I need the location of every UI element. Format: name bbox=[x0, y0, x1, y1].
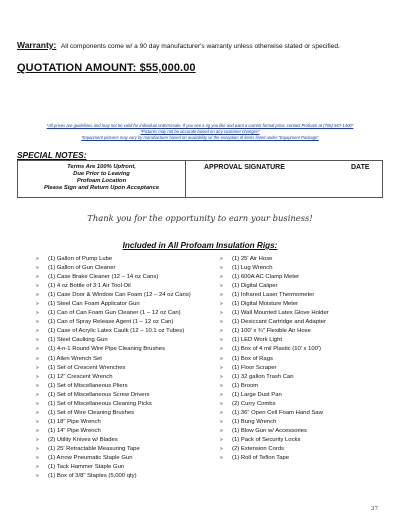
list-item bbox=[36, 318, 191, 327]
list-item-text: (1) Set of Miscellaneous Screw Drivers bbox=[48, 391, 150, 398]
list-item-text: (1) Case of Acrylic Latex Caulk (12 – 10.1 oz Tubes) bbox=[48, 328, 185, 335]
bullet-icon: » bbox=[220, 455, 223, 462]
list-item bbox=[36, 400, 191, 409]
list-item-text: (1) Set of Miscellaneous Cleaning Picks bbox=[48, 400, 152, 407]
list-item bbox=[36, 300, 191, 309]
bullet-icon: » bbox=[220, 301, 223, 308]
bullet-icon: » bbox=[36, 373, 39, 380]
list-item bbox=[220, 436, 329, 445]
list-item bbox=[36, 345, 191, 354]
list-item-text: (1) Set of Wire Cleaning Brushes bbox=[48, 409, 135, 416]
list-item bbox=[220, 300, 329, 309]
list-item-text: (2) Curry Combs bbox=[232, 400, 276, 407]
list-item-text: (1) Large Dust Pan bbox=[232, 391, 282, 398]
bullet-icon: » bbox=[36, 328, 39, 335]
list-item bbox=[36, 427, 191, 436]
bullet-icon: » bbox=[220, 292, 223, 299]
list-item-text: (1) Steel Can Foam Applicator Gun bbox=[48, 301, 140, 308]
list-item-text: (1) Infrared Laser Thermometer bbox=[232, 292, 315, 299]
bullet-icon: » bbox=[36, 274, 39, 281]
list-item bbox=[36, 436, 191, 445]
list-item-text: (1) Can of Spray Release Agent (1 – 12 oz Can) bbox=[48, 319, 174, 326]
list-item bbox=[220, 309, 329, 318]
bullet-icon: » bbox=[220, 373, 223, 380]
list-item bbox=[220, 373, 329, 382]
quotation-amount: QUOTATION AMOUNT: $55,000.00 bbox=[17, 62, 196, 74]
list-item bbox=[36, 273, 191, 282]
bullet-icon: » bbox=[36, 256, 39, 262]
list-item bbox=[220, 273, 329, 282]
list-item bbox=[220, 355, 329, 364]
terms-line: Profoam Location bbox=[76, 178, 127, 184]
list-item-text: (1) Bung Wrench bbox=[232, 418, 277, 425]
bullet-icon: » bbox=[36, 310, 39, 317]
list-item-text: (1) Blow Gun w/ Accessories bbox=[232, 427, 307, 434]
list-item-text: (1) 12" Crescent Wrench bbox=[48, 373, 113, 380]
list-item bbox=[220, 454, 329, 463]
bullet-icon: » bbox=[220, 319, 223, 326]
list-item-text: (1) Desiccant Cartridge and Adapter bbox=[232, 319, 326, 326]
bullet-icon: » bbox=[36, 455, 39, 462]
list-item-text: (1) Digital Moisture Meter bbox=[232, 301, 299, 308]
terms-line: Terms Are 100% Upfront, bbox=[67, 164, 136, 170]
list-item-text: (1) Digital Caliper bbox=[232, 283, 278, 290]
page-number: 37 bbox=[371, 506, 378, 512]
list-item-text: (1) Box of 4 mil Plastic (10' x 100') bbox=[232, 346, 322, 353]
bullet-icon: » bbox=[36, 337, 39, 344]
bullet-icon: » bbox=[36, 382, 39, 389]
bullet-icon: » bbox=[220, 436, 223, 443]
list-item-text: (1) 32 gallon Trash Can bbox=[232, 373, 294, 380]
list-item bbox=[36, 355, 191, 364]
special-notes-terms bbox=[18, 161, 186, 197]
bullet-icon: » bbox=[36, 445, 39, 452]
list-item-text: (1) Can of Can Foam Gun Cleaner (1 – 12 oz Can) bbox=[48, 310, 181, 317]
bullet-icon: » bbox=[36, 418, 39, 425]
list-item bbox=[36, 291, 191, 300]
list-item bbox=[36, 309, 191, 318]
list-item bbox=[36, 445, 191, 454]
bullet-icon: » bbox=[220, 283, 223, 290]
list-item bbox=[36, 391, 191, 400]
list-item bbox=[36, 463, 191, 472]
list-item bbox=[220, 291, 329, 300]
list-item-text: (1) Set of Miscellaneous Pliers bbox=[48, 382, 128, 389]
list-item bbox=[36, 327, 191, 336]
bullet-icon: » bbox=[36, 301, 39, 308]
approval-signature-field: APPROVAL SIGNATURE bbox=[204, 164, 285, 171]
list-item-text: (1) Wall Mounted Latex Glove Holder bbox=[232, 310, 329, 317]
list-item bbox=[220, 345, 329, 354]
bullet-icon: » bbox=[36, 292, 39, 299]
bullet-icon: » bbox=[220, 256, 223, 262]
bullet-icon: » bbox=[220, 265, 223, 272]
fine-print-equipment: *Equipment pictures may vary by manufacturer based on availability w/ the exception of items listed under "Equipment Package" bbox=[81, 135, 319, 140]
fine-print-prices: *All prices are guidelines and may not be valid for individual order/resale. If you see a rig you like and want a current formal price, contact Profoam at (706) 567-1400* bbox=[46, 123, 354, 128]
list-item bbox=[220, 364, 329, 373]
list-item-text: (1) Floor Scraper bbox=[232, 364, 277, 371]
list-item-text: (1) Gallon of Gun Cleaner bbox=[48, 265, 116, 272]
list-item bbox=[220, 382, 329, 391]
bullet-icon: » bbox=[36, 319, 39, 326]
bullet-icon: » bbox=[220, 427, 223, 434]
list-item bbox=[220, 409, 329, 418]
special-notes-box bbox=[17, 160, 383, 198]
date-field: DATE bbox=[351, 164, 370, 171]
bullet-icon: » bbox=[220, 382, 223, 389]
bullet-icon: » bbox=[220, 337, 223, 344]
list-item bbox=[36, 336, 191, 345]
list-item-text: (1) Roll of Teflon Tape bbox=[232, 455, 290, 462]
list-item bbox=[220, 427, 329, 436]
bullet-icon: » bbox=[36, 473, 39, 480]
bullet-icon: » bbox=[36, 364, 39, 371]
bullet-icon: » bbox=[36, 436, 39, 443]
bullet-icon: » bbox=[36, 391, 39, 398]
list-item bbox=[220, 282, 329, 291]
bullet-icon: » bbox=[36, 464, 39, 471]
bullet-icon: » bbox=[220, 328, 223, 335]
bullet-icon: » bbox=[36, 400, 39, 407]
warranty-label: Warranty: bbox=[17, 40, 57, 50]
warranty-line bbox=[17, 40, 340, 50]
list-item-text: (1) Case Door & Window Can Foam (12 – 24 oz Cans) bbox=[48, 292, 191, 299]
bullet-icon: » bbox=[220, 364, 223, 371]
bullet-icon: » bbox=[220, 310, 223, 317]
list-item bbox=[36, 373, 191, 382]
list-item-text: (1) Case Brake Cleaner (12 – 14 oz Cans) bbox=[48, 274, 159, 281]
list-item bbox=[220, 264, 329, 273]
list-item bbox=[220, 255, 329, 264]
list-item-text: (2) Extension Cords bbox=[232, 445, 285, 452]
list-item-text: (1) Tack Hammer Staple Gun bbox=[48, 464, 125, 471]
list-item bbox=[36, 454, 191, 463]
bullet-icon: » bbox=[220, 409, 223, 416]
warranty-text: All components come w/ a 90 day manufacturer's warranty unless otherwise stated or specified. bbox=[60, 43, 340, 50]
list-item bbox=[220, 318, 329, 327]
list-item bbox=[36, 264, 191, 273]
list-item bbox=[220, 400, 329, 409]
thank-you-message: Thank you for the opportunity to earn your business! bbox=[87, 213, 313, 223]
list-item bbox=[36, 364, 191, 373]
list-item-text: (1) 100' x ¾" Flexible Air Hose bbox=[232, 328, 311, 335]
terms-line: Due Prior to Leaving bbox=[73, 171, 130, 177]
list-item-text: (1) Steel Caulking Gun bbox=[48, 337, 108, 344]
list-item-text: (1) Arrow Pneumatic Staple Gun bbox=[48, 455, 133, 462]
list-item-text: (2) Utility Knives w/ Blades bbox=[48, 436, 118, 443]
bullet-icon: » bbox=[220, 355, 223, 362]
bullet-icon: » bbox=[36, 283, 39, 290]
included-items-right-column bbox=[220, 255, 329, 463]
list-item-text: (1) 25' Retractable Measuring Tape bbox=[48, 445, 140, 452]
bullet-icon: » bbox=[220, 274, 223, 281]
list-item-text: (1) 4 oz Bottle of 3:1 Air Tool Oil bbox=[48, 283, 131, 290]
list-item bbox=[220, 391, 329, 400]
list-item bbox=[36, 418, 191, 427]
list-item bbox=[220, 445, 329, 454]
special-notes-title: SPECIAL NOTES: bbox=[17, 150, 87, 160]
list-item-text: (1) Box of Rags bbox=[232, 355, 273, 362]
list-item-text: (1) 18" Pipe Wrench bbox=[48, 418, 101, 425]
bullet-icon: » bbox=[36, 355, 39, 362]
list-item bbox=[220, 418, 329, 427]
bullet-icon: » bbox=[36, 346, 39, 353]
bullet-icon: » bbox=[36, 265, 39, 272]
bullet-icon: » bbox=[36, 427, 39, 434]
list-item-text: (1) Broom bbox=[232, 382, 259, 389]
list-item-text: (1) Box of 3/8" Staples (5,000 qty) bbox=[48, 473, 137, 480]
included-items-left-column bbox=[36, 255, 191, 481]
bullet-icon: » bbox=[220, 391, 223, 398]
list-item bbox=[36, 382, 191, 391]
list-item bbox=[36, 255, 191, 264]
list-item bbox=[220, 336, 329, 345]
bullet-icon: » bbox=[220, 445, 223, 452]
list-item-text: (1) 36" Open Cell Foam Hand Saw bbox=[232, 409, 323, 416]
list-item-text: (1) 25' Air Hose bbox=[232, 256, 273, 262]
included-items-title: Included in All Profoam Insulation Rigs: bbox=[122, 241, 278, 250]
list-item-text: (1) 4-n-1 Round Wire Pipe Cleaning Brushes bbox=[48, 346, 165, 353]
list-item bbox=[220, 327, 329, 336]
list-item-text: (1) Pack of Security Locks bbox=[232, 436, 301, 443]
bullet-icon: » bbox=[220, 400, 223, 407]
terms-line: Please Sign and Return Upon Acceptance bbox=[43, 185, 160, 191]
list-item-text: (1) Lug Wrench bbox=[232, 265, 273, 272]
fine-print-pictures: *Pictures may not be accurate based on any customer changes* bbox=[140, 129, 260, 134]
bullet-icon: » bbox=[220, 418, 223, 425]
list-item-text: (1) LED Work Light bbox=[232, 337, 282, 344]
bullet-icon: » bbox=[220, 346, 223, 353]
list-item-text: (1) 14" Pipe Wrench bbox=[48, 427, 101, 434]
list-item-text: (1) 600A AC Clamp Meter bbox=[232, 274, 300, 281]
list-item bbox=[36, 282, 191, 291]
list-item-text: (1) Gallon of Pump Lube bbox=[48, 256, 113, 262]
list-item bbox=[36, 409, 191, 418]
list-item-text: (1) Allen Wrench Set bbox=[48, 355, 102, 362]
bullet-icon: » bbox=[36, 409, 39, 416]
list-item bbox=[36, 472, 191, 481]
list-item-text: (1) Set of Crescent Wrenches bbox=[48, 364, 126, 371]
